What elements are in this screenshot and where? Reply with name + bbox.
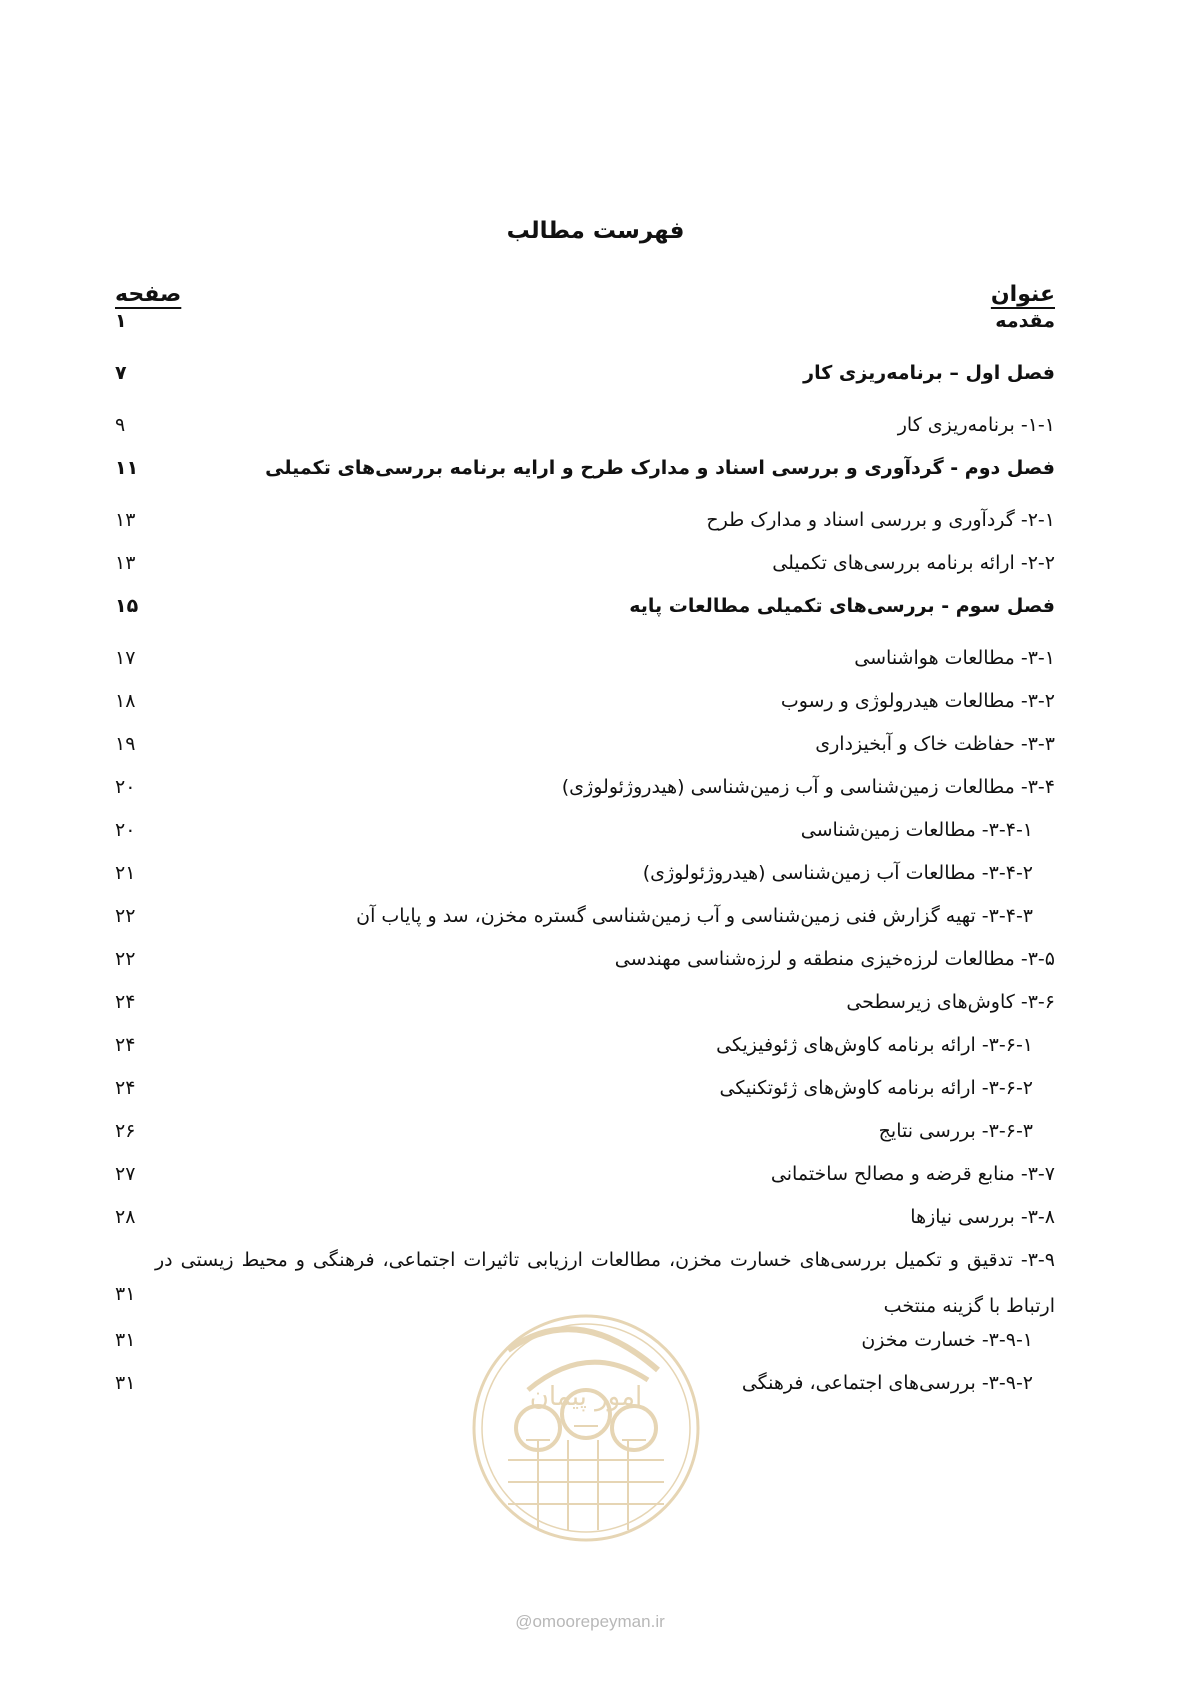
toc-entry[interactable] <box>115 776 1055 806</box>
title-column-header: عنوان <box>990 282 1055 307</box>
toc-entry[interactable] <box>115 457 1055 487</box>
toc-entry-title: ۳-۹- تدقیق و تکمیل بررسی‌های خسارت مخزن، مطالعات ارزیابی تاثیرات اجتماعی، فرهنگی و محیط زیستی در ارتباط با گزینه منتخب <box>155 1249 1055 1317</box>
toc-entry[interactable] <box>115 819 1055 849</box>
toc-entry-page: ۹ <box>115 414 126 436</box>
page-column-header: صفحه <box>115 282 182 307</box>
toc-entry[interactable] <box>115 862 1055 892</box>
toc-entry-page: ۲۰ <box>115 776 136 798</box>
toc-entry-page: ۷ <box>115 362 127 384</box>
toc-entry-page: ۲۴ <box>115 1034 136 1056</box>
toc-entry[interactable] <box>115 509 1055 539</box>
toc-entry-title: مقدمه <box>995 310 1055 332</box>
toc-entry-title: ۳-۹-۱- خسارت مخزن <box>861 1329 1033 1351</box>
toc-entry-page: ۲۸ <box>115 1206 136 1228</box>
toc-entry-page: ۲۲ <box>115 905 136 927</box>
toc-entry[interactable] <box>115 991 1055 1021</box>
toc-entry-title: فصل اول – برنامه‌ریزی کار <box>803 362 1055 384</box>
toc-entry[interactable] <box>115 552 1055 582</box>
toc-entry-page: ۲۰ <box>115 819 136 841</box>
toc-entry-page: ۱ <box>115 310 127 332</box>
watermark-logo-text: امور پیمان <box>529 1382 643 1412</box>
toc-entry-page: ۱۱ <box>115 457 139 479</box>
toc-entry-title: ۳-۶-۳- بررسی نتایج <box>878 1120 1033 1142</box>
toc-entry-title: ۲-۱- گردآوری و بررسی اسناد و مدارک طرح <box>706 509 1055 531</box>
toc-entry-title: ۲-۲- ارائه برنامه بررسی‌های تکمیلی <box>772 552 1055 574</box>
watermark-url: @omoorepeyman.ir <box>515 1612 665 1631</box>
toc-entry-page: ۱۹ <box>115 733 136 755</box>
toc-entry[interactable] <box>115 310 1055 340</box>
toc-entry-title: ۳-۵- مطالعات لرزه‌خیزی منطقه و لرزه‌شناسی مهندسی <box>614 948 1055 970</box>
toc-entry[interactable] <box>115 948 1055 978</box>
toc-entry-title: ۳-۱- مطالعات هواشناسی <box>854 647 1055 669</box>
toc-entry[interactable] <box>115 905 1055 935</box>
toc-entry-title: ۳-۷- منابع قرضه و مصالح ساختمانی <box>770 1163 1055 1185</box>
toc-entry[interactable] <box>115 1077 1055 1107</box>
toc-entry-page: ۲۴ <box>115 1077 136 1099</box>
toc-entry[interactable] <box>115 647 1055 677</box>
toc-entry-title: ۳-۴-۲- مطالعات آب زمین‌شناسی (هیدروژئولوژی) <box>642 862 1033 884</box>
toc-entry-title: ۱-۱- برنامه‌ریزی کار <box>897 414 1055 436</box>
toc-entry-page: ۲۱ <box>115 862 136 884</box>
toc-entry-page: ۱۳ <box>115 552 136 574</box>
toc-entry[interactable] <box>115 414 1055 444</box>
watermark-logo-icon <box>468 1310 704 1546</box>
toc-entry-page: ۲۲ <box>115 948 136 970</box>
toc-entry-page: ۳۱ <box>115 1283 136 1305</box>
toc-entry-page: ۱۸ <box>115 690 136 712</box>
toc-entry-page: ۱۵ <box>115 595 139 617</box>
toc-entry[interactable] <box>115 1206 1055 1236</box>
toc-entry-title: فصل دوم - گردآوری و بررسی اسناد و مدارک طرح و ارایه برنامه بررسی‌های تکمیلی <box>265 457 1055 479</box>
toc-entry-title: ۳-۴-۱- مطالعات زمین‌شناسی <box>800 819 1033 841</box>
toc-entry[interactable] <box>115 1120 1055 1150</box>
toc-entry-title: ۳-۶-۱- ارائه برنامه کاوش‌های ژئوفیزیکی <box>716 1034 1033 1056</box>
toc-entry-title: ۳-۸- بررسی نیازها <box>910 1206 1055 1228</box>
toc-entry[interactable] <box>115 690 1055 720</box>
toc-entry-title: ۳-۶-۲- ارائه برنامه کاوش‌های ژئوتکنیکی <box>719 1077 1033 1099</box>
toc-entry[interactable] <box>115 1237 1055 1317</box>
toc-entry[interactable] <box>115 1163 1055 1193</box>
toc-entry-page: ۳۱ <box>115 1329 136 1351</box>
toc-entry-title: ۳-۳- حفاظت خاک و آبخیزداری <box>815 733 1055 755</box>
toc-entry[interactable] <box>115 595 1055 625</box>
page-title: فهرست مطالب <box>506 218 685 244</box>
toc-entry-title: ۳-۲- مطالعات هیدرولوژی و رسوب <box>780 690 1055 712</box>
toc-entry-title: ۳-۹-۲- بررسی‌های اجتماعی، فرهنگی <box>741 1372 1033 1394</box>
toc-entry-title: ۳-۴-۳- تهیه گزارش فنی زمین‌شناسی و آب زمین‌شناسی گستره مخزن، سد و پایاب آن <box>356 905 1033 927</box>
toc-entry-page: ۲۶ <box>115 1120 136 1142</box>
toc-entry[interactable] <box>115 1034 1055 1064</box>
toc-entry-page: ۳۱ <box>115 1372 136 1394</box>
toc-entry[interactable] <box>115 362 1055 392</box>
toc-entry-page: ۱۷ <box>115 647 136 669</box>
toc-entry-title: ۳-۴- مطالعات زمین‌شناسی و آب زمین‌شناسی (هیدروژئولوژی) <box>561 776 1055 798</box>
toc-entry-page: ۲۴ <box>115 991 136 1013</box>
toc-entry-page: ۲۷ <box>115 1163 136 1185</box>
toc-entry[interactable] <box>115 733 1055 763</box>
toc-entry-title: ۳-۶- کاوش‌های زیرسطحی <box>846 991 1055 1013</box>
toc-entry-title: فصل سوم - بررسی‌های تکمیلی مطالعات پایه <box>629 595 1055 617</box>
toc-entry-page: ۱۳ <box>115 509 136 531</box>
